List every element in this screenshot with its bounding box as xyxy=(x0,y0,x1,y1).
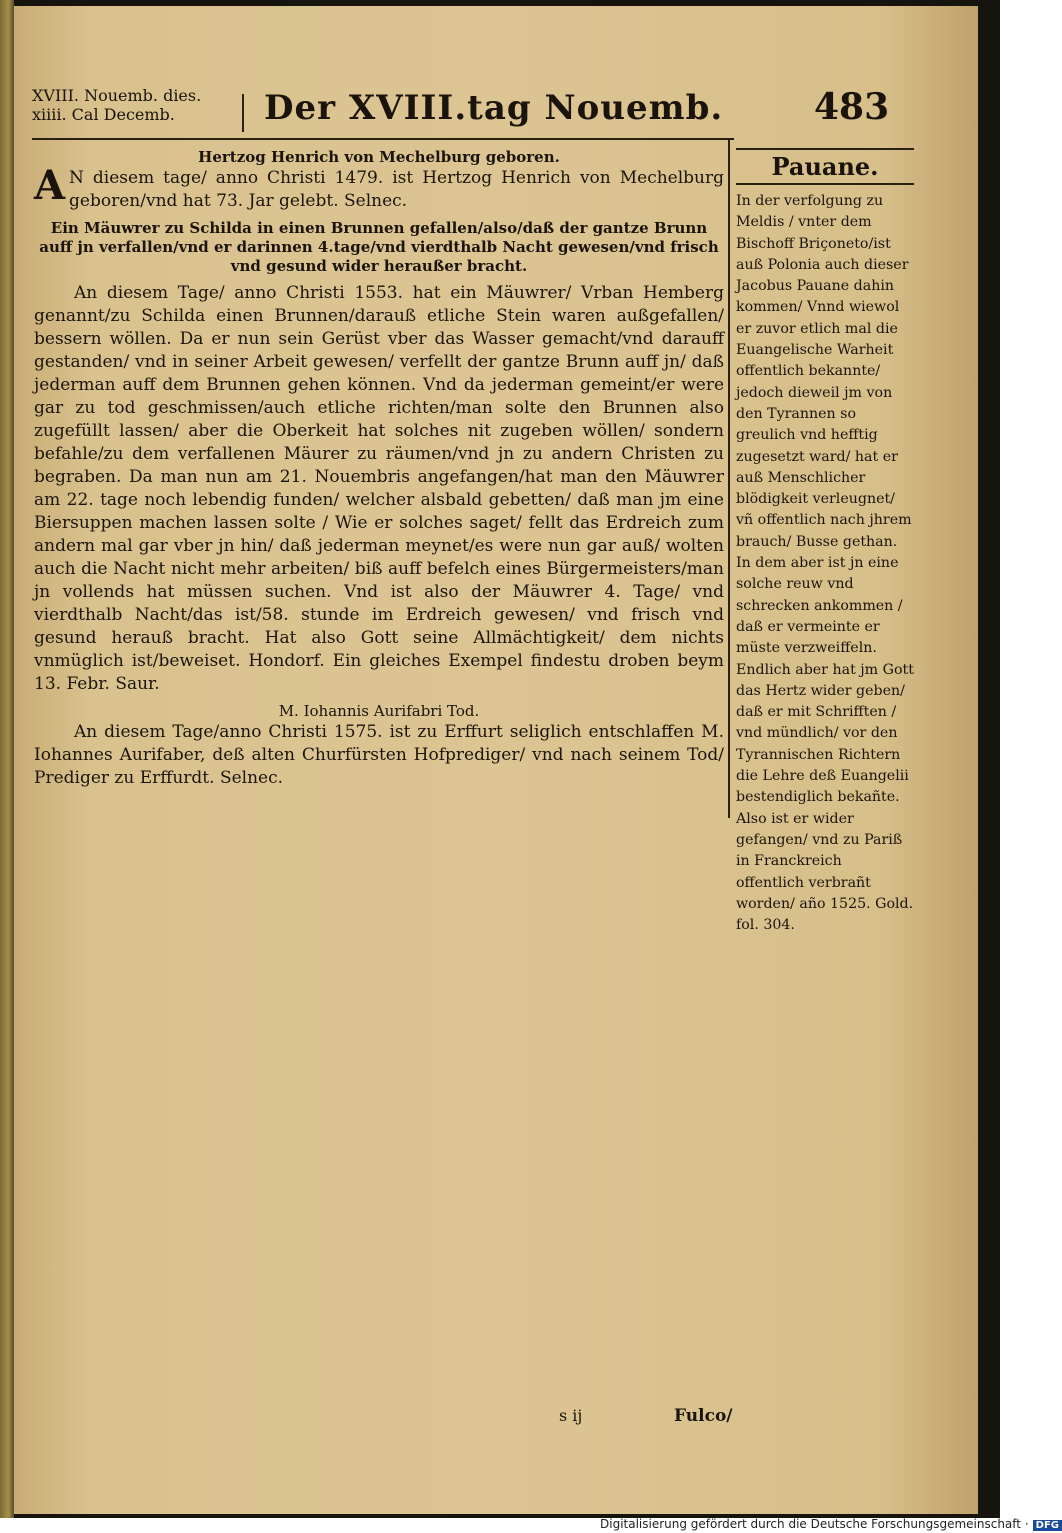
catchword: Fulco/ xyxy=(674,1406,733,1426)
binding-edge xyxy=(0,0,14,1518)
section-heading: Hertzog Henrich von Mechelburg geboren. xyxy=(198,148,560,166)
drop-initial: A xyxy=(34,162,66,209)
book-page xyxy=(14,6,978,1514)
paragraph-text: N diesem tage/ anno Christi 1479. ist Hertzog Henrich von Mechelburg geboren/vnd hat 73. Jar gelebt. Selnec. xyxy=(69,168,724,211)
margin-column xyxy=(736,148,914,936)
footer-text: Digitalisierung gefördert durch die Deutsche Forschungsgemeinschaft · xyxy=(600,1517,1029,1531)
paragraph xyxy=(34,162,724,213)
paragraph: An diesem Tage/anno Christi 1575. ist zu Erffurt seliglich entschlaffen M. Iohannes Aurifaber, deß alten Churfürsten Hofprediger/ vnd nach seinem Tod/ Prediger zu Erffurdt. Selnec. xyxy=(34,722,724,788)
column-rule xyxy=(728,138,730,818)
signature-mark: s ij xyxy=(559,1406,583,1425)
main-column xyxy=(34,148,724,790)
date-heading xyxy=(32,86,228,124)
paragraph: An diesem Tage/ anno Christi 1553. hat ein Mäuwrer/ Vrban Hemberg genannt/zu Schilda einen Brunnen/darauß etliche Stein waren außgefallen/ bessern wöllen. Da er nun sein Gerüst vber das Wasser gemacht/vnd darauff gestanden/ vnd in seiner Arbeit gewesen/ verfellt der gantze Brunn auff jn/ daß jederman auff dem Brunnen gehen können. Vnd da jederman gemeint/er were gar zu tod geschmissen/auch etliche richten/man solte den Brunnen also zugefüllt lassen/ aber die Oberkeit hat solches nit zugeben wöllen/ sondern befahle/zu dem verfallenen Mäurer zu räumen/vnd jn zu andern Christen zu begraben. Da man nun am 21. Nouembris angefangen/hat man den Mäuwrer am 22. tage noch lebendig funden/ welcher alsbald gebetten/ daß man jm eine Biersuppen machen lassen solte / Wie er solches saget/ fellt das Erdreich zum andern mal gar vber jn hin/ daß jederman meynet/es were nun gar auß/ wolten auch die Nacht nicht mehr arbeiten/ biß auff befelch eines Bürgermeisters/man jn vollends hat müssen suchen. Vnd ist also der Mäuwrer 4. Tage/ vnd vierdthalb Nacht/das ist/58. stunde im Erdreich gewesen/ vnd frisch vnd gesund herauß bracht. Hat also Gott seine Allmächtigkeit/ dem nichts vnmüglich ist/beweiset. Hondorf. Ein gleiches Exempel findestu droben beym 13. Febr. Saur. xyxy=(34,283,724,694)
funding-footer xyxy=(600,1517,1062,1531)
date-line-1: XVIII. Nouemb. dies. xyxy=(32,86,202,105)
header-divider xyxy=(242,94,244,132)
margin-text: In der verfolgung zu Meldis / vnter dem Bischoff Briçoneto/ist auß Polonia auch dieser Jacobus Pauane dahin kommen/ Vnnd wiewol er zuvor etlich mal die Euangelische Warheit offentlich bekannte/ jedoch dieweil jm von den Tyrannen so greulich vnd hefftig zugesetzt ward/ hat er auß Menschlicher blödigkeit verleugnet/ vñ offentlich nach jhrem brauch/ Busse gethan. In dem aber ist jn eine solche reuw vnd schrecken ankommen / daß er vermeinte er müste verzweiffeln. Endlich aber hat jm Gott das Hertz wider geben/ daß er mit Schrifften / vnd mündlich/ vor den Tyrannischen Richtern die Lehre deß Euangelii bestendiglich bekañte. Also ist er wider gefangen/ vnd zu Pariß in Franckreich offentlich verbrañt worden/ año 1525. Gold. fol. 304. xyxy=(736,193,914,934)
page-number: 483 xyxy=(814,86,890,128)
date-line-2: xiiii. Cal Decemb. xyxy=(32,105,175,124)
header-rule xyxy=(32,138,734,140)
section-heading: Ein Mäuwrer zu Schilda in einen Brunnen gefallen/also/daß der gantze Brunn auff jn verfallen/vnd er darinnen 4.tage/vnd vierdthalb Nacht gewesen/vnd frisch vnd gesund wider heraußer bracht. xyxy=(39,219,719,275)
page-title: Der XVIII.tag Nouemb. xyxy=(264,88,724,128)
margin-title: Pauane. xyxy=(736,148,914,185)
dfg-logo-icon: DFG xyxy=(1033,1520,1062,1531)
section-heading: M. Iohannis Aurifabri Tod. xyxy=(278,702,480,720)
